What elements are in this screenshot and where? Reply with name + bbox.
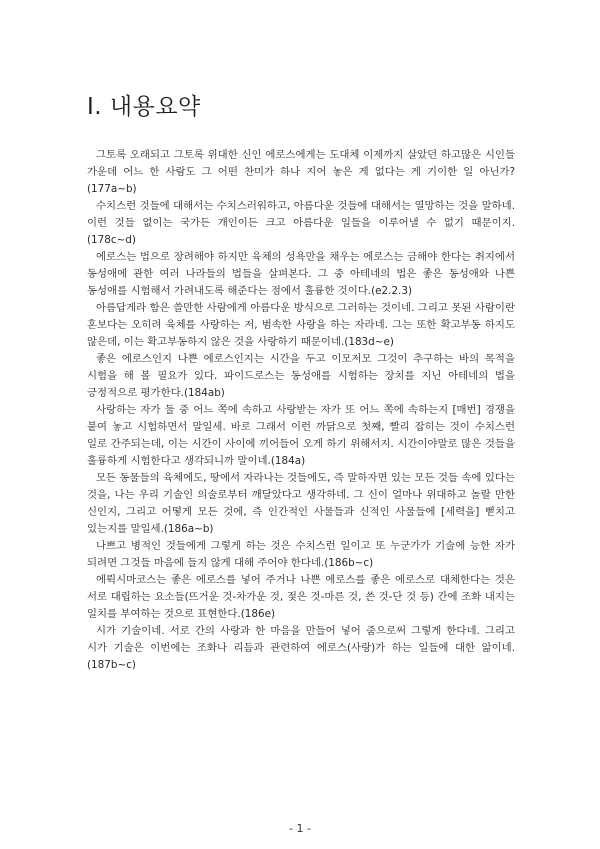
section-heading: I. 내용요약 — [87, 94, 201, 120]
paragraph: 시가 기술이네. 서로 간의 사랑과 한 마음을 만들어 넣어 줌으로써 그렇게 한다네. 그리고 시가 기술은 이번에는 조화나 리듬과 관련하여 에로스(사랑)가 하는 일들에 대한 앎이네.(187b~c) — [87, 625, 515, 671]
paragraph: 에로스는 법으로 장려해야 하지만 육체의 성욕만을 채우는 에로스는 금해야 한다는 취지에서 동성애에 관한 여러 나라들의 법들을 살펴본다. 그 중 아테네의 법은 좋은 동성애와 나쁜 동성애를 시험해서 가려내도록 해준다는 점에서 훌륭한 것이다.(e2.2.3) — [87, 251, 515, 297]
paragraph: 수치스런 것들에 대해서는 수치스러워하고, 아름다운 것들에 대해서는 열망하는 것을 말하네. 이런 것들 없이는 국가든 개인이든 크고 아름다운 일들을 이루어낼 수 없기 때문이지.(178c~d) — [87, 200, 515, 246]
paragraph: 모든 동물들의 육체에도, 땅에서 자라나는 것들에도, 즉 말하자면 있는 모든 것들 속에 있다는 것을, 나는 우리 기술인 의술로부터 깨달았다고 생각하네. 그 신이 얼마나 위대하고 놀랄 만한 신인지, 그리고 어떻게 모든 것에, 즉 인간적인 사물들과 신적인 사물들에 [세력을] 뻗치고 있는지를 말일세.(186a~b) — [87, 472, 515, 535]
paragraph: 아름답게라 함은 쓸만한 사람에게 아름다운 방식으로 그러하는 것이네. 그리고 못된 사람이란 혼보다는 오히려 육체를 사랑하는 저, 범속한 사랑을 하는 자라네. 그는 또한 확고부동 하지도 않은데, 이는 확고부동하지 않은 것을 사랑하기 때문이네.(183d~e) — [87, 302, 515, 348]
paragraph: 그토록 오래되고 그토록 위대한 신인 에로스에게는 도대체 이제까지 살았던 하고많은 시인들 가운데 어느 한 사람도 그 어떤 찬미가 하나 지어 놓은 게 없다는 게 기이한 일 아닌가?(177a~b) — [87, 149, 515, 195]
paragraph: 에뤽시마코스는 좋은 에로스를 넣어 주거나 나쁜 에로스를 좋은 에로스로 대체한다는 것은 서로 대립하는 요소들(뜨거운 것-차가운 것, 젖은 것-마른 것, 쓴 것-단 것 등) 간에 조화 내지는 일치를 부여하는 것으로 표현한다.(186e) — [87, 574, 515, 620]
paragraph: 나쁘고 병적인 것들에게 그렇게 하는 것은 수치스런 일이고 또 누군가가 기술에 능한 자가 되려면 그것들 마음에 들지 않게 대해 주어야 한다네.(186b~c) — [87, 540, 515, 569]
page-number: - 1 - — [289, 822, 311, 835]
paragraph: 사랑하는 자가 둘 중 어느 쪽에 속하고 사랑받는 자가 또 어느 쪽에 속하는지 [매번] 경쟁을 붙여 놓고 시험하면서 말일세. 바로 그래서 이런 까닭으로 첫째, 빨리 잡히는 것이 수치스런 일로 간주되는데, 이는 시간이 사이에 끼어들어 오게 하기 위해서지. 시간이야말로 많은 것들을 훌륭하게 시험한다고 생각되니까 말이네.(184a) — [87, 404, 515, 467]
paragraph: 좋은 에로스인지 나쁜 에로스인지는 시간을 두고 이모저모 그것이 추구하는 바의 목적을 시험을 해 볼 필요가 있다. 파이드로스는 동성애를 시험하는 장치를 지닌 아테네의 법을 긍정적으로 평가한다.(184ab) — [87, 353, 515, 399]
summary-body — [87, 147, 515, 674]
